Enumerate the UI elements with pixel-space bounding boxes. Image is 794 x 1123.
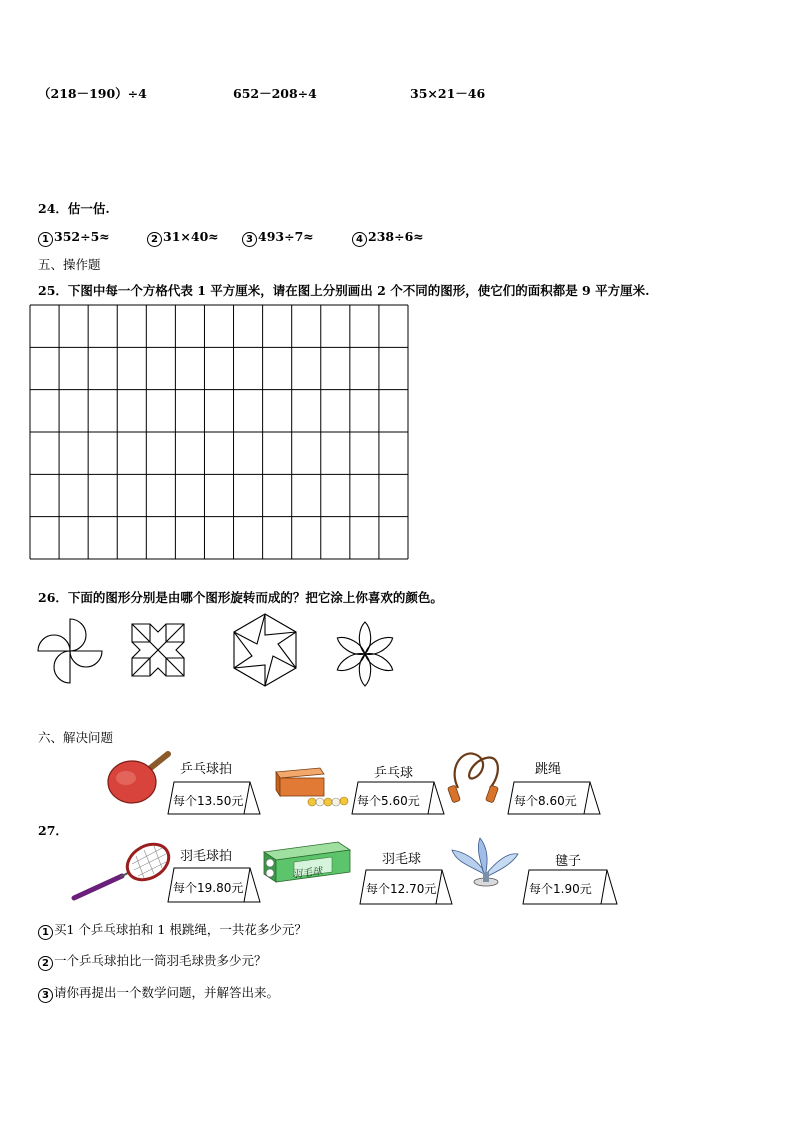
circled-number: 2	[38, 956, 53, 971]
ping-pong-paddle-icon	[104, 748, 174, 806]
q24-item-2	[147, 229, 219, 247]
flower-figure	[330, 620, 400, 688]
q27-subquestion-1	[38, 920, 307, 940]
hexagon-spiral-figure	[226, 611, 304, 689]
price-value: 每个8.60元	[514, 794, 577, 808]
product-name: 羽毛球	[382, 852, 422, 867]
price-value: 每个13.50元	[173, 794, 244, 808]
circled-number: 3	[38, 988, 53, 1003]
circled-number: 3	[242, 232, 257, 247]
price-value: 每个5.60元	[357, 794, 420, 808]
calc-3: 35×21－46	[410, 86, 486, 101]
q24-item-1	[38, 229, 110, 247]
circled-number: 2	[147, 232, 162, 247]
product-name: 羽毛球拍	[180, 849, 233, 864]
q24-item-4	[352, 229, 424, 247]
shuttlecock-box-label: 羽毛球	[291, 866, 323, 881]
shuttlecock-jianzi-icon	[450, 836, 520, 892]
ping-pong-balls-icon	[270, 764, 350, 810]
product-name: 毽子	[555, 854, 582, 869]
q27-number: 27．	[38, 823, 68, 838]
calc-2: 652－208÷4	[233, 86, 317, 101]
q24-expr: 493÷7≈	[258, 229, 314, 244]
q24-expr: 31×40≈	[163, 229, 219, 244]
q24-expr: 352÷5≈	[54, 229, 110, 244]
price-value: 每个12.70元	[366, 882, 437, 896]
price-value: 每个19.80元	[173, 881, 244, 895]
subquestion-text: 一个乒乓球拍比一筒羽毛球贵多少元？	[54, 953, 267, 968]
circled-number: 1	[38, 925, 53, 940]
price-value: 每个1.90元	[529, 882, 592, 896]
square-grid	[29, 304, 409, 560]
pinwheel-figure	[36, 617, 104, 685]
subquestion-text: 请你再提出一个数学问题，并解答出来。	[54, 985, 280, 1000]
q26-title: 26．下面的图形分别是由哪个图形旋转而成的？把它涂上你喜欢的颜色。	[38, 590, 443, 605]
q24-expr: 238÷6≈	[368, 229, 424, 244]
product-name: 跳绳	[535, 762, 562, 777]
q25-title: 25．下图中每一个方格代表 1 平方厘米，请在图上分别画出 2 个不同的图形，使它们的面积都是 9 平方厘米.	[38, 283, 650, 298]
q27-subquestion-3	[38, 983, 279, 1003]
product-name: 乒乓球拍	[180, 762, 233, 777]
calc-1: （218－190）÷4	[38, 86, 147, 101]
circled-number: 1	[38, 232, 53, 247]
cross-squares-figure	[130, 622, 186, 678]
section-five-heading: 五、操作题	[38, 257, 101, 272]
product-name: 乒乓球	[374, 766, 414, 781]
subquestion-text: 买1 个乒乓球拍和 1 根跳绳，一共花多少元？	[54, 922, 307, 937]
q24-item-3	[242, 229, 314, 247]
badminton-racket-icon	[66, 838, 174, 906]
circled-number: 4	[352, 232, 367, 247]
q24-title: 24．估一估.	[38, 201, 110, 216]
q27-subquestion-2	[38, 951, 267, 971]
jump-rope-icon	[444, 748, 506, 804]
section-six-heading: 六、解决问题	[38, 730, 114, 745]
